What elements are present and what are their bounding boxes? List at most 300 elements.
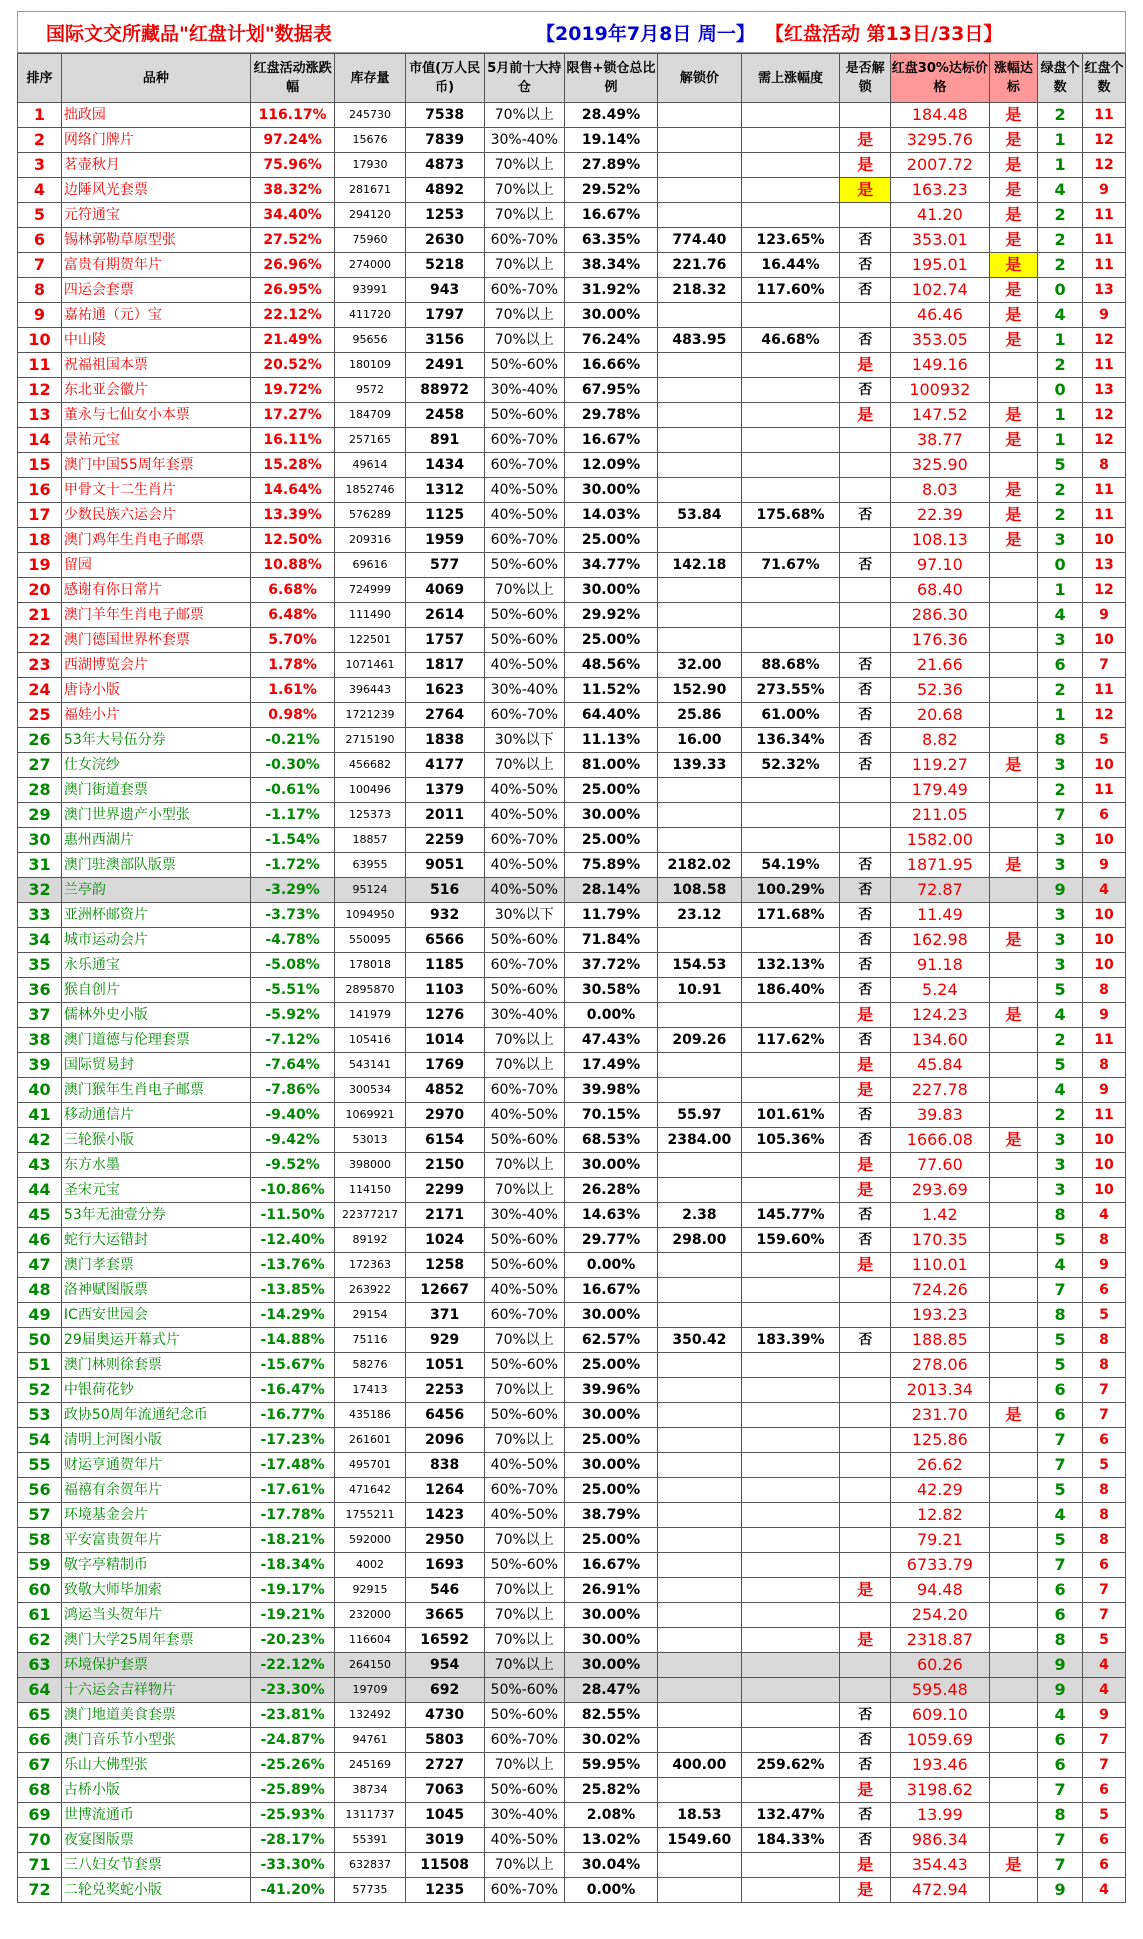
cell-change: -7.12% — [250, 1028, 335, 1053]
table-row — [18, 503, 1126, 528]
cell-target-price: 110.01 — [890, 1253, 989, 1278]
cell-change: -0.61% — [250, 778, 335, 803]
cell-market-value: 1817 — [405, 653, 484, 678]
cell-stock: 232000 — [335, 1603, 405, 1628]
cell-stock: 1071461 — [335, 653, 405, 678]
cell-reached — [989, 1103, 1037, 1128]
cell-market-value: 577 — [405, 553, 484, 578]
cell-rank: 44 — [18, 1178, 62, 1203]
cell-holding: 30%-40% — [484, 1203, 564, 1228]
cell-stock: 550095 — [335, 928, 405, 953]
cell-locked-ratio: 25.00% — [564, 828, 657, 853]
cell-market-value: 7063 — [405, 1778, 484, 1803]
cell-reached — [989, 1753, 1037, 1778]
cell-rank: 39 — [18, 1053, 62, 1078]
cell-green-count: 3 — [1038, 628, 1083, 653]
cell-unlocked: 否 — [840, 678, 891, 703]
cell-locked-ratio: 30.00% — [564, 1628, 657, 1653]
cell-red-count: 6 — [1083, 1828, 1126, 1853]
cell-need-rise — [741, 1378, 840, 1403]
cell-green-count: 8 — [1038, 1628, 1083, 1653]
cell-holding: 60%-70% — [484, 1878, 564, 1903]
cell-stock: 58276 — [335, 1353, 405, 1378]
cell-market-value: 3156 — [405, 328, 484, 353]
cell-green-count: 2 — [1038, 353, 1083, 378]
cell-reached — [989, 878, 1037, 903]
cell-locked-ratio: 30.58% — [564, 978, 657, 1003]
cell-market-value: 2950 — [405, 1528, 484, 1553]
cell-unlocked: 否 — [840, 253, 891, 278]
cell-unlock-price: 55.97 — [658, 1103, 741, 1128]
cell-need-rise — [741, 1553, 840, 1578]
cell-stock: 4002 — [335, 1553, 405, 1578]
cell-name: 甲骨文十二生肖片 — [61, 478, 250, 503]
cell-holding: 60%-70% — [484, 828, 564, 853]
header-col-target-price: 红盘30%达标价格 — [890, 54, 989, 103]
cell-stock: 18857 — [335, 828, 405, 853]
cell-red-count: 13 — [1083, 378, 1126, 403]
cell-market-value: 3019 — [405, 1828, 484, 1853]
cell-need-rise: 159.60% — [741, 1228, 840, 1253]
cell-unlocked — [840, 578, 891, 603]
table-row — [18, 928, 1126, 953]
cell-need-rise — [741, 778, 840, 803]
cell-unlock-price: 23.12 — [658, 903, 741, 928]
cell-name: 茗壶秋月 — [61, 153, 250, 178]
cell-green-count: 7 — [1038, 803, 1083, 828]
cell-reached — [989, 1653, 1037, 1678]
cell-holding: 50%-60% — [484, 353, 564, 378]
cell-holding: 50%-60% — [484, 1778, 564, 1803]
cell-target-price: 162.98 — [890, 928, 989, 953]
cell-name: 留园 — [61, 553, 250, 578]
cell-market-value: 1235 — [405, 1878, 484, 1903]
cell-change: -23.81% — [250, 1703, 335, 1728]
cell-name: 环境基金会片 — [61, 1503, 250, 1528]
cell-red-count: 11 — [1083, 203, 1126, 228]
cell-reached — [989, 1028, 1037, 1053]
cell-green-count: 9 — [1038, 1678, 1083, 1703]
cell-target-price: 91.18 — [890, 953, 989, 978]
cell-unlocked: 是 — [840, 1778, 891, 1803]
cell-rank: 7 — [18, 253, 62, 278]
table-row — [18, 303, 1126, 328]
cell-need-rise: 123.65% — [741, 228, 840, 253]
cell-change: -17.23% — [250, 1428, 335, 1453]
cell-need-rise: 136.34% — [741, 728, 840, 753]
cell-red-count: 10 — [1083, 628, 1126, 653]
cell-holding: 60%-70% — [484, 1728, 564, 1753]
cell-target-price: 231.70 — [890, 1403, 989, 1428]
cell-unlock-price: 18.53 — [658, 1803, 741, 1828]
cell-green-count: 6 — [1038, 1603, 1083, 1628]
cell-unlock-price — [658, 128, 741, 153]
cell-need-rise — [741, 1653, 840, 1678]
cell-red-count: 10 — [1083, 528, 1126, 553]
cell-unlocked: 否 — [840, 928, 891, 953]
cell-change: 75.96% — [250, 153, 335, 178]
cell-name: 十六运会吉祥物片 — [61, 1678, 250, 1703]
cell-unlock-price — [658, 153, 741, 178]
cell-name: 猴自创片 — [61, 978, 250, 1003]
cell-rank: 17 — [18, 503, 62, 528]
cell-unlocked: 否 — [840, 503, 891, 528]
cell-locked-ratio: 19.14% — [564, 128, 657, 153]
cell-name: 洛神赋图版票 — [61, 1278, 250, 1303]
cell-market-value: 1276 — [405, 1003, 484, 1028]
cell-need-rise — [741, 1778, 840, 1803]
header-col-market-value: 市值(万人民币) — [405, 54, 484, 103]
cell-holding: 70%以上 — [484, 103, 564, 128]
cell-target-price: 2318.87 — [890, 1628, 989, 1653]
cell-locked-ratio: 0.00% — [564, 1878, 657, 1903]
cell-locked-ratio: 0.00% — [564, 1253, 657, 1278]
table-row — [18, 1878, 1126, 1903]
cell-stock: 245730 — [335, 103, 405, 128]
cell-unlock-price — [658, 1078, 741, 1103]
cell-name: IC西安世园会 — [61, 1303, 250, 1328]
cell-reached — [989, 353, 1037, 378]
cell-red-count: 9 — [1083, 1078, 1126, 1103]
cell-stock: 116604 — [335, 1628, 405, 1653]
cell-unlock-price — [658, 428, 741, 453]
cell-reached — [989, 1728, 1037, 1753]
cell-target-price: 170.35 — [890, 1228, 989, 1253]
cell-change: 34.40% — [250, 203, 335, 228]
cell-holding: 30%-40% — [484, 1803, 564, 1828]
cell-target-price: 2013.34 — [890, 1378, 989, 1403]
cell-holding: 40%-50% — [484, 1828, 564, 1853]
cell-reached: 是 — [989, 178, 1037, 203]
cell-reached: 是 — [989, 153, 1037, 178]
cell-unlocked: 是 — [840, 403, 891, 428]
cell-unlock-price — [658, 353, 741, 378]
cell-rank: 67 — [18, 1753, 62, 1778]
cell-unlocked: 是 — [840, 1153, 891, 1178]
cell-stock: 9572 — [335, 378, 405, 403]
cell-rank: 22 — [18, 628, 62, 653]
cell-rank: 50 — [18, 1328, 62, 1353]
cell-locked-ratio: 30.00% — [564, 803, 657, 828]
cell-unlocked: 否 — [840, 1103, 891, 1128]
cell-red-count: 8 — [1083, 453, 1126, 478]
cell-reached: 是 — [989, 853, 1037, 878]
cell-unlock-price: 1549.60 — [658, 1828, 741, 1853]
cell-unlock-price — [658, 1153, 741, 1178]
cell-holding: 50%-60% — [484, 1128, 564, 1153]
cell-name: 平安富贵贺年片 — [61, 1528, 250, 1553]
cell-holding: 50%-60% — [484, 1228, 564, 1253]
cell-target-price: 179.49 — [890, 778, 989, 803]
cell-holding: 70%以上 — [484, 1153, 564, 1178]
cell-stock: 69616 — [335, 553, 405, 578]
cell-unlock-price — [658, 1453, 741, 1478]
cell-name: 城市运动会片 — [61, 928, 250, 953]
cell-market-value: 954 — [405, 1653, 484, 1678]
cell-rank: 61 — [18, 1603, 62, 1628]
cell-holding: 70%以上 — [484, 1328, 564, 1353]
cell-change: 1.61% — [250, 678, 335, 703]
cell-rank: 8 — [18, 278, 62, 303]
cell-stock: 263922 — [335, 1278, 405, 1303]
cell-name: 敬字亭精制币 — [61, 1553, 250, 1578]
cell-rank: 35 — [18, 953, 62, 978]
cell-unlocked: 否 — [840, 1828, 891, 1853]
cell-stock: 49614 — [335, 453, 405, 478]
header-col-need-rise: 需上涨幅度 — [741, 54, 840, 103]
cell-market-value: 9051 — [405, 853, 484, 878]
cell-market-value: 1379 — [405, 778, 484, 803]
cell-stock: 132492 — [335, 1703, 405, 1728]
cell-stock: 724999 — [335, 578, 405, 603]
table-row — [18, 653, 1126, 678]
cell-stock: 294120 — [335, 203, 405, 228]
cell-target-price: 195.01 — [890, 253, 989, 278]
cell-stock: 1311737 — [335, 1803, 405, 1828]
cell-red-count: 11 — [1083, 778, 1126, 803]
cell-red-count: 7 — [1083, 1753, 1126, 1778]
cell-target-price: 3295.76 — [890, 128, 989, 153]
cell-need-rise — [741, 528, 840, 553]
cell-target-price: 595.48 — [890, 1678, 989, 1703]
cell-change: -13.85% — [250, 1278, 335, 1303]
cell-holding: 70%以上 — [484, 753, 564, 778]
cell-reached — [989, 1528, 1037, 1553]
cell-green-count: 6 — [1038, 1728, 1083, 1753]
cell-name: 儒林外史小版 — [61, 1003, 250, 1028]
cell-stock: 17930 — [335, 153, 405, 178]
cell-change: -5.51% — [250, 978, 335, 1003]
cell-red-count: 7 — [1083, 1578, 1126, 1603]
cell-locked-ratio: 25.00% — [564, 1428, 657, 1453]
cell-reached — [989, 1328, 1037, 1353]
cell-market-value: 5803 — [405, 1728, 484, 1753]
cell-locked-ratio: 2.08% — [564, 1803, 657, 1828]
sheet-date: 【2019年7月8日 周一】 — [536, 22, 755, 45]
cell-green-count: 7 — [1038, 1853, 1083, 1878]
cell-unlock-price — [658, 1778, 741, 1803]
cell-market-value: 1258 — [405, 1253, 484, 1278]
cell-name: 财运亨通贺年片 — [61, 1453, 250, 1478]
cell-stock: 209316 — [335, 528, 405, 553]
cell-unlock-price — [658, 1728, 741, 1753]
header-col-unlock-price: 解锁价 — [658, 54, 741, 103]
cell-reached: 是 — [989, 203, 1037, 228]
cell-need-rise: 105.36% — [741, 1128, 840, 1153]
cell-target-price: 5.24 — [890, 978, 989, 1003]
cell-reached — [989, 1253, 1037, 1278]
cell-unlock-price: 218.32 — [658, 278, 741, 303]
cell-change: 6.68% — [250, 578, 335, 603]
cell-target-price: 472.94 — [890, 1878, 989, 1903]
cell-holding: 50%-60% — [484, 1253, 564, 1278]
cell-name: 澳门大学25周年套票 — [61, 1628, 250, 1653]
cell-red-count: 6 — [1083, 803, 1126, 828]
cell-holding: 70%以上 — [484, 253, 564, 278]
cell-reached: 是 — [989, 328, 1037, 353]
cell-target-price: 609.10 — [890, 1703, 989, 1728]
cell-stock: 17413 — [335, 1378, 405, 1403]
cell-holding: 50%-60% — [484, 403, 564, 428]
table-row — [18, 453, 1126, 478]
cell-target-price: 134.60 — [890, 1028, 989, 1053]
cell-need-rise: 71.67% — [741, 553, 840, 578]
cell-unlock-price — [658, 1628, 741, 1653]
table-row — [18, 1553, 1126, 1578]
cell-change: 1.78% — [250, 653, 335, 678]
cell-reached: 是 — [989, 503, 1037, 528]
cell-stock: 93991 — [335, 278, 405, 303]
cell-target-price: 293.69 — [890, 1178, 989, 1203]
table-row — [18, 228, 1126, 253]
cell-red-count: 9 — [1083, 853, 1126, 878]
cell-reached — [989, 1428, 1037, 1453]
cell-stock: 184709 — [335, 403, 405, 428]
cell-target-price: 1582.00 — [890, 828, 989, 853]
cell-green-count: 4 — [1038, 1703, 1083, 1728]
cell-market-value: 1434 — [405, 453, 484, 478]
cell-reached — [989, 1353, 1037, 1378]
cell-red-count: 9 — [1083, 1003, 1126, 1028]
cell-green-count: 7 — [1038, 1778, 1083, 1803]
cell-name: 29届奥运开幕式片 — [61, 1328, 250, 1353]
cell-market-value: 4069 — [405, 578, 484, 603]
cell-stock: 55391 — [335, 1828, 405, 1853]
data-table — [17, 53, 1126, 1903]
cell-rank: 41 — [18, 1103, 62, 1128]
cell-target-price: 21.66 — [890, 653, 989, 678]
cell-change: -15.67% — [250, 1353, 335, 1378]
cell-name: 澳门羊年生肖电子邮票 — [61, 603, 250, 628]
cell-unlocked — [840, 1503, 891, 1528]
table-row — [18, 1478, 1126, 1503]
cell-unlocked: 是 — [840, 1178, 891, 1203]
cell-unlock-price: 350.42 — [658, 1328, 741, 1353]
cell-market-value: 1312 — [405, 478, 484, 503]
cell-green-count: 2 — [1038, 203, 1083, 228]
cell-unlock-price: 2384.00 — [658, 1128, 741, 1153]
table-row — [18, 903, 1126, 928]
cell-need-rise: 145.77% — [741, 1203, 840, 1228]
sheet-event: 【红盘活动 第13日/33日】 — [764, 22, 1003, 45]
cell-locked-ratio: 82.55% — [564, 1703, 657, 1728]
cell-reached — [989, 1703, 1037, 1728]
cell-need-rise: 52.32% — [741, 753, 840, 778]
cell-stock: 92915 — [335, 1578, 405, 1603]
table-row — [18, 528, 1126, 553]
cell-unlock-price — [658, 1553, 741, 1578]
cell-rank: 12 — [18, 378, 62, 403]
cell-stock: 300534 — [335, 1078, 405, 1103]
cell-green-count: 3 — [1038, 753, 1083, 778]
cell-need-rise: 117.60% — [741, 278, 840, 303]
cell-locked-ratio: 63.35% — [564, 228, 657, 253]
cell-market-value: 3665 — [405, 1603, 484, 1628]
cell-target-price: 1.42 — [890, 1203, 989, 1228]
cell-holding: 70%以上 — [484, 1428, 564, 1453]
cell-need-rise — [741, 1528, 840, 1553]
cell-name: 仕女浣纱 — [61, 753, 250, 778]
cell-stock: 264150 — [335, 1653, 405, 1678]
cell-stock: 105416 — [335, 1028, 405, 1053]
cell-unlock-price: 16.00 — [658, 728, 741, 753]
cell-red-count: 10 — [1083, 903, 1126, 928]
cell-name: 少数民族六运会片 — [61, 503, 250, 528]
cell-reached: 是 — [989, 1003, 1037, 1028]
cell-stock: 125373 — [335, 803, 405, 828]
table-row — [18, 1228, 1126, 1253]
cell-rank: 29 — [18, 803, 62, 828]
cell-rank: 38 — [18, 1028, 62, 1053]
cell-target-price: 149.16 — [890, 353, 989, 378]
cell-market-value: 4852 — [405, 1078, 484, 1103]
cell-target-price: 11.49 — [890, 903, 989, 928]
cell-name: 董永与七仙女小本票 — [61, 403, 250, 428]
cell-name: 景祐元宝 — [61, 428, 250, 453]
cell-red-count: 5 — [1083, 1303, 1126, 1328]
cell-name: 东北亚会徽片 — [61, 378, 250, 403]
cell-unlocked — [840, 1428, 891, 1453]
cell-green-count: 3 — [1038, 828, 1083, 853]
header-col-name: 品种 — [61, 54, 250, 103]
cell-need-rise — [741, 153, 840, 178]
cell-unlocked: 否 — [840, 1703, 891, 1728]
cell-reached — [989, 1153, 1037, 1178]
cell-target-price: 60.26 — [890, 1653, 989, 1678]
cell-unlocked — [840, 778, 891, 803]
cell-rank: 32 — [18, 878, 62, 903]
cell-red-count: 13 — [1083, 278, 1126, 303]
cell-change: -16.77% — [250, 1403, 335, 1428]
table-row — [18, 1703, 1126, 1728]
cell-locked-ratio: 30.00% — [564, 1303, 657, 1328]
cell-holding: 70%以上 — [484, 1653, 564, 1678]
cell-change: 14.64% — [250, 478, 335, 503]
cell-holding: 30%以下 — [484, 903, 564, 928]
cell-need-rise — [741, 803, 840, 828]
cell-locked-ratio: 16.67% — [564, 428, 657, 453]
cell-name: 移动通信片 — [61, 1103, 250, 1128]
cell-red-count: 11 — [1083, 478, 1126, 503]
cell-unlock-price: 142.18 — [658, 553, 741, 578]
cell-target-price: 1666.08 — [890, 1128, 989, 1153]
cell-red-count: 7 — [1083, 653, 1126, 678]
cell-target-price: 41.20 — [890, 203, 989, 228]
cell-rank: 46 — [18, 1228, 62, 1253]
cell-rank: 36 — [18, 978, 62, 1003]
cell-locked-ratio: 30.00% — [564, 478, 657, 503]
table-row — [18, 1178, 1126, 1203]
cell-reached — [989, 553, 1037, 578]
cell-target-price: 119.27 — [890, 753, 989, 778]
cell-need-rise: 100.29% — [741, 878, 840, 903]
table-row — [18, 878, 1126, 903]
cell-rank: 2 — [18, 128, 62, 153]
cell-unlock-price: 483.95 — [658, 328, 741, 353]
cell-unlock-price — [658, 103, 741, 128]
cell-reached — [989, 1578, 1037, 1603]
table-row — [18, 1303, 1126, 1328]
cell-red-count: 12 — [1083, 703, 1126, 728]
cell-unlock-price: 774.40 — [658, 228, 741, 253]
cell-green-count: 6 — [1038, 653, 1083, 678]
cell-holding: 70%以上 — [484, 1528, 564, 1553]
cell-green-count: 5 — [1038, 1478, 1083, 1503]
cell-holding: 50%-60% — [484, 1703, 564, 1728]
cell-green-count: 4 — [1038, 303, 1083, 328]
table-row — [18, 1503, 1126, 1528]
table-row — [18, 753, 1126, 778]
